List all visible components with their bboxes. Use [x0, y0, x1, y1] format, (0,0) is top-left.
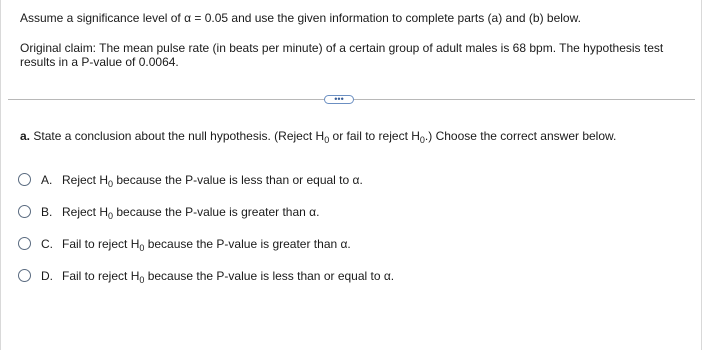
option-text-before: Fail to reject H [62, 269, 140, 283]
option-letter: A. [41, 173, 53, 187]
part-a-sub-2: 0 [419, 135, 425, 145]
option-text-after: because the P-value is greater than α. [113, 205, 320, 219]
expand-more-button[interactable]: ••• [324, 95, 354, 104]
part-a-text-2: or fail to reject H [329, 129, 420, 143]
option-subscript: 0 [108, 211, 114, 221]
radio-button-a[interactable] [18, 173, 31, 186]
option-text [62, 236, 351, 252]
option-text-before: Fail to reject H [62, 237, 140, 251]
alpha-symbol: α [184, 11, 192, 25]
radio-button-b[interactable] [18, 205, 31, 218]
intro-suffix: = 0.05 and use the given information to complete parts (a) and (b) below. [191, 11, 581, 25]
option-text [62, 204, 319, 220]
option-letter: D. [41, 269, 53, 283]
radio-button-c[interactable] [18, 237, 31, 250]
option-text-before: Reject H [62, 173, 109, 187]
option-text [62, 172, 363, 188]
part-a-sub-1: 0 [324, 135, 330, 145]
option-subscript: 0 [139, 243, 145, 253]
option-text-after: because the P-value is less than or equal to α. [144, 269, 395, 283]
option-subscript: 0 [139, 275, 145, 285]
option-letter: C. [41, 237, 53, 251]
radio-button-d[interactable] [18, 269, 31, 282]
option-text-after: because the P-value is greater than α. [144, 237, 351, 251]
original-claim: Original claim: The mean pulse rate (in beats per minute) of a certain group of adult males is 68 bpm. The hypothesis test results in a P-value of 0.0064. [20, 41, 664, 69]
part-a-text-1: State a conclusion about the null hypothesis. (Reject H [30, 129, 325, 143]
option-subscript: 0 [108, 179, 114, 189]
option-letter: B. [41, 205, 53, 219]
part-a-text-3: .) Choose the correct answer below. [424, 129, 617, 143]
option-text-before: Reject H [62, 205, 109, 219]
part-a-label: a. [20, 129, 31, 143]
part-a-prompt [20, 128, 616, 144]
intro-prefix: Assume a significance level of [20, 11, 185, 25]
option-text-after: because the P-value is less than or equal to α. [113, 173, 363, 187]
intro-text [20, 10, 581, 26]
option-text [62, 268, 394, 284]
